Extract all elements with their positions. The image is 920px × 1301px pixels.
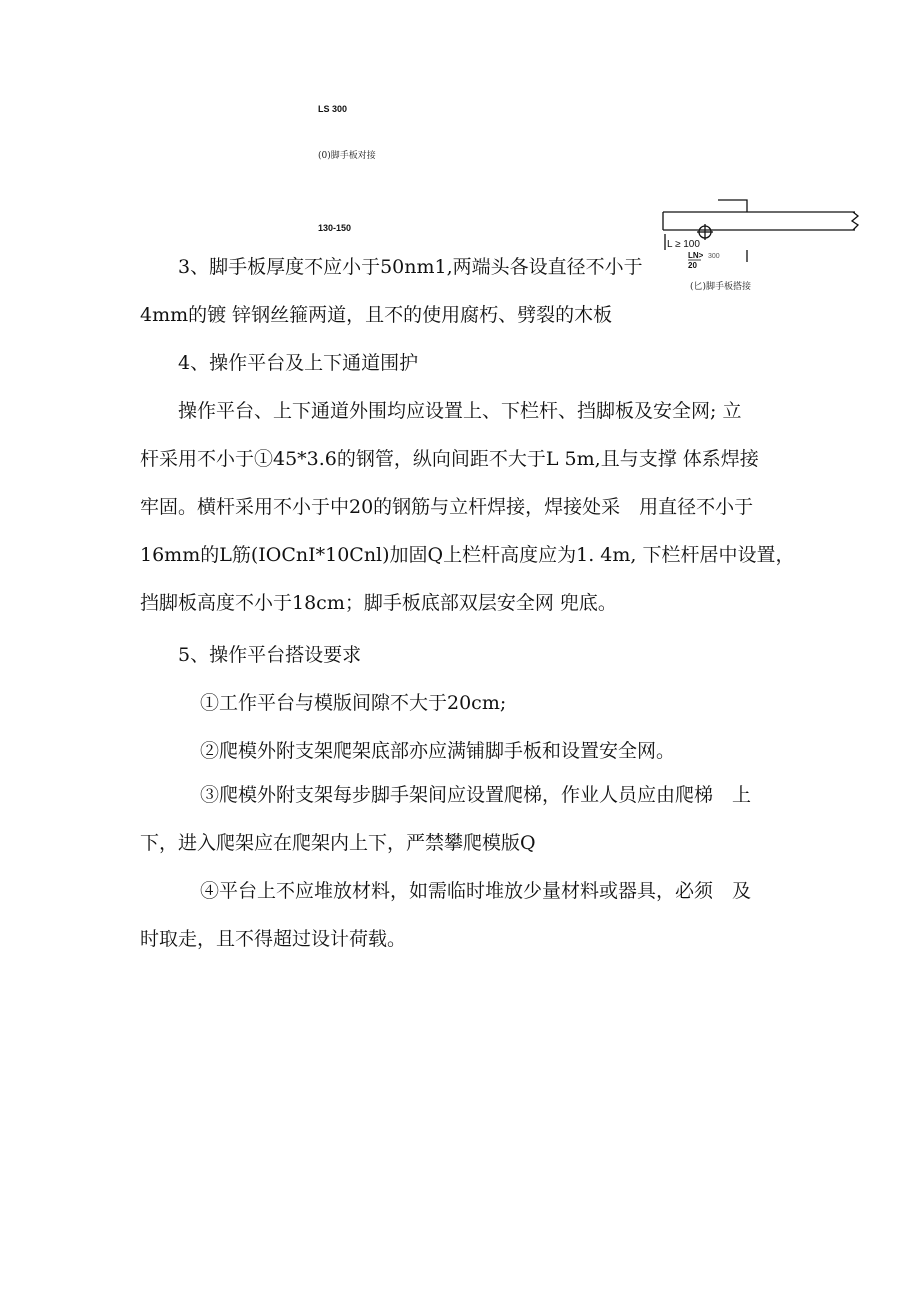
item-3-line-2: 下，进入爬架应在爬架内上下，严禁攀爬模版Q: [140, 832, 536, 854]
figure-left-caption: (0)脚手板对接: [318, 151, 376, 161]
label-300: 300: [708, 253, 720, 260]
para-3-line-1: 3、脚手板厚度不应小于50nm1,两端头各设直径不小于: [178, 256, 643, 278]
item-3-line-1: ③爬模外附支架每步脚手架间应设置爬梯，作业人员应由爬梯 上: [200, 784, 752, 806]
item-1: ①工作平台与模版间隙不大于20cm;: [200, 692, 507, 714]
figure-left-label-ls300: LS 300: [318, 104, 348, 114]
para-4-line-5: 挡脚板高度不小于18cm；脚手板底部双层安全网 兜底。: [140, 592, 617, 614]
para-3-line-2: 4mm的镀 锌钢丝箍两道，且不的使用腐朽、劈裂的木板: [140, 304, 613, 326]
scaffold-board-lap-diagram: [655, 192, 865, 292]
heading-5: 5、操作平台搭设要求: [178, 644, 362, 666]
label-20: 20: [688, 261, 697, 270]
para-4-line-3: 牢固。横杆采用不小于中20的钢筋与立杆焊接，焊接处采 用直径不小于: [140, 496, 754, 518]
label-l-ge-100: L ≥ 100: [667, 239, 700, 250]
para-4-line-2: 杆采用不小于①45*3.6的钢管，纵向间距不大于L 5m,且与支撑 体系焊接: [140, 448, 759, 470]
label-ln: LN>: [688, 251, 704, 260]
para-4-line-4: 16mm的L筋(IOCnI*10Cnl)加固Q上栏杆高度应为1. 4m, 下栏杆居中设置，: [140, 544, 795, 566]
figure-right-caption: (匕)脚手板搭接: [690, 282, 752, 292]
para-4-line-1: 操作平台、上下通道外围均应设置上、下栏杆、挡脚板及安全网; 立: [178, 400, 742, 422]
figure-left-label-130-150: 130-150: [318, 223, 352, 233]
heading-4: 4、操作平台及上下通道围护: [178, 352, 419, 374]
item-2: ②爬模外附支架爬架底部亦应满铺脚手板和设置安全网。: [200, 740, 676, 762]
item-4-line-2: 时取走，且不得超过设计荷载。: [140, 928, 407, 950]
item-4-line-1: ④平台上不应堆放材料，如需临时堆放少量材料或器具，必须 及: [200, 880, 752, 902]
